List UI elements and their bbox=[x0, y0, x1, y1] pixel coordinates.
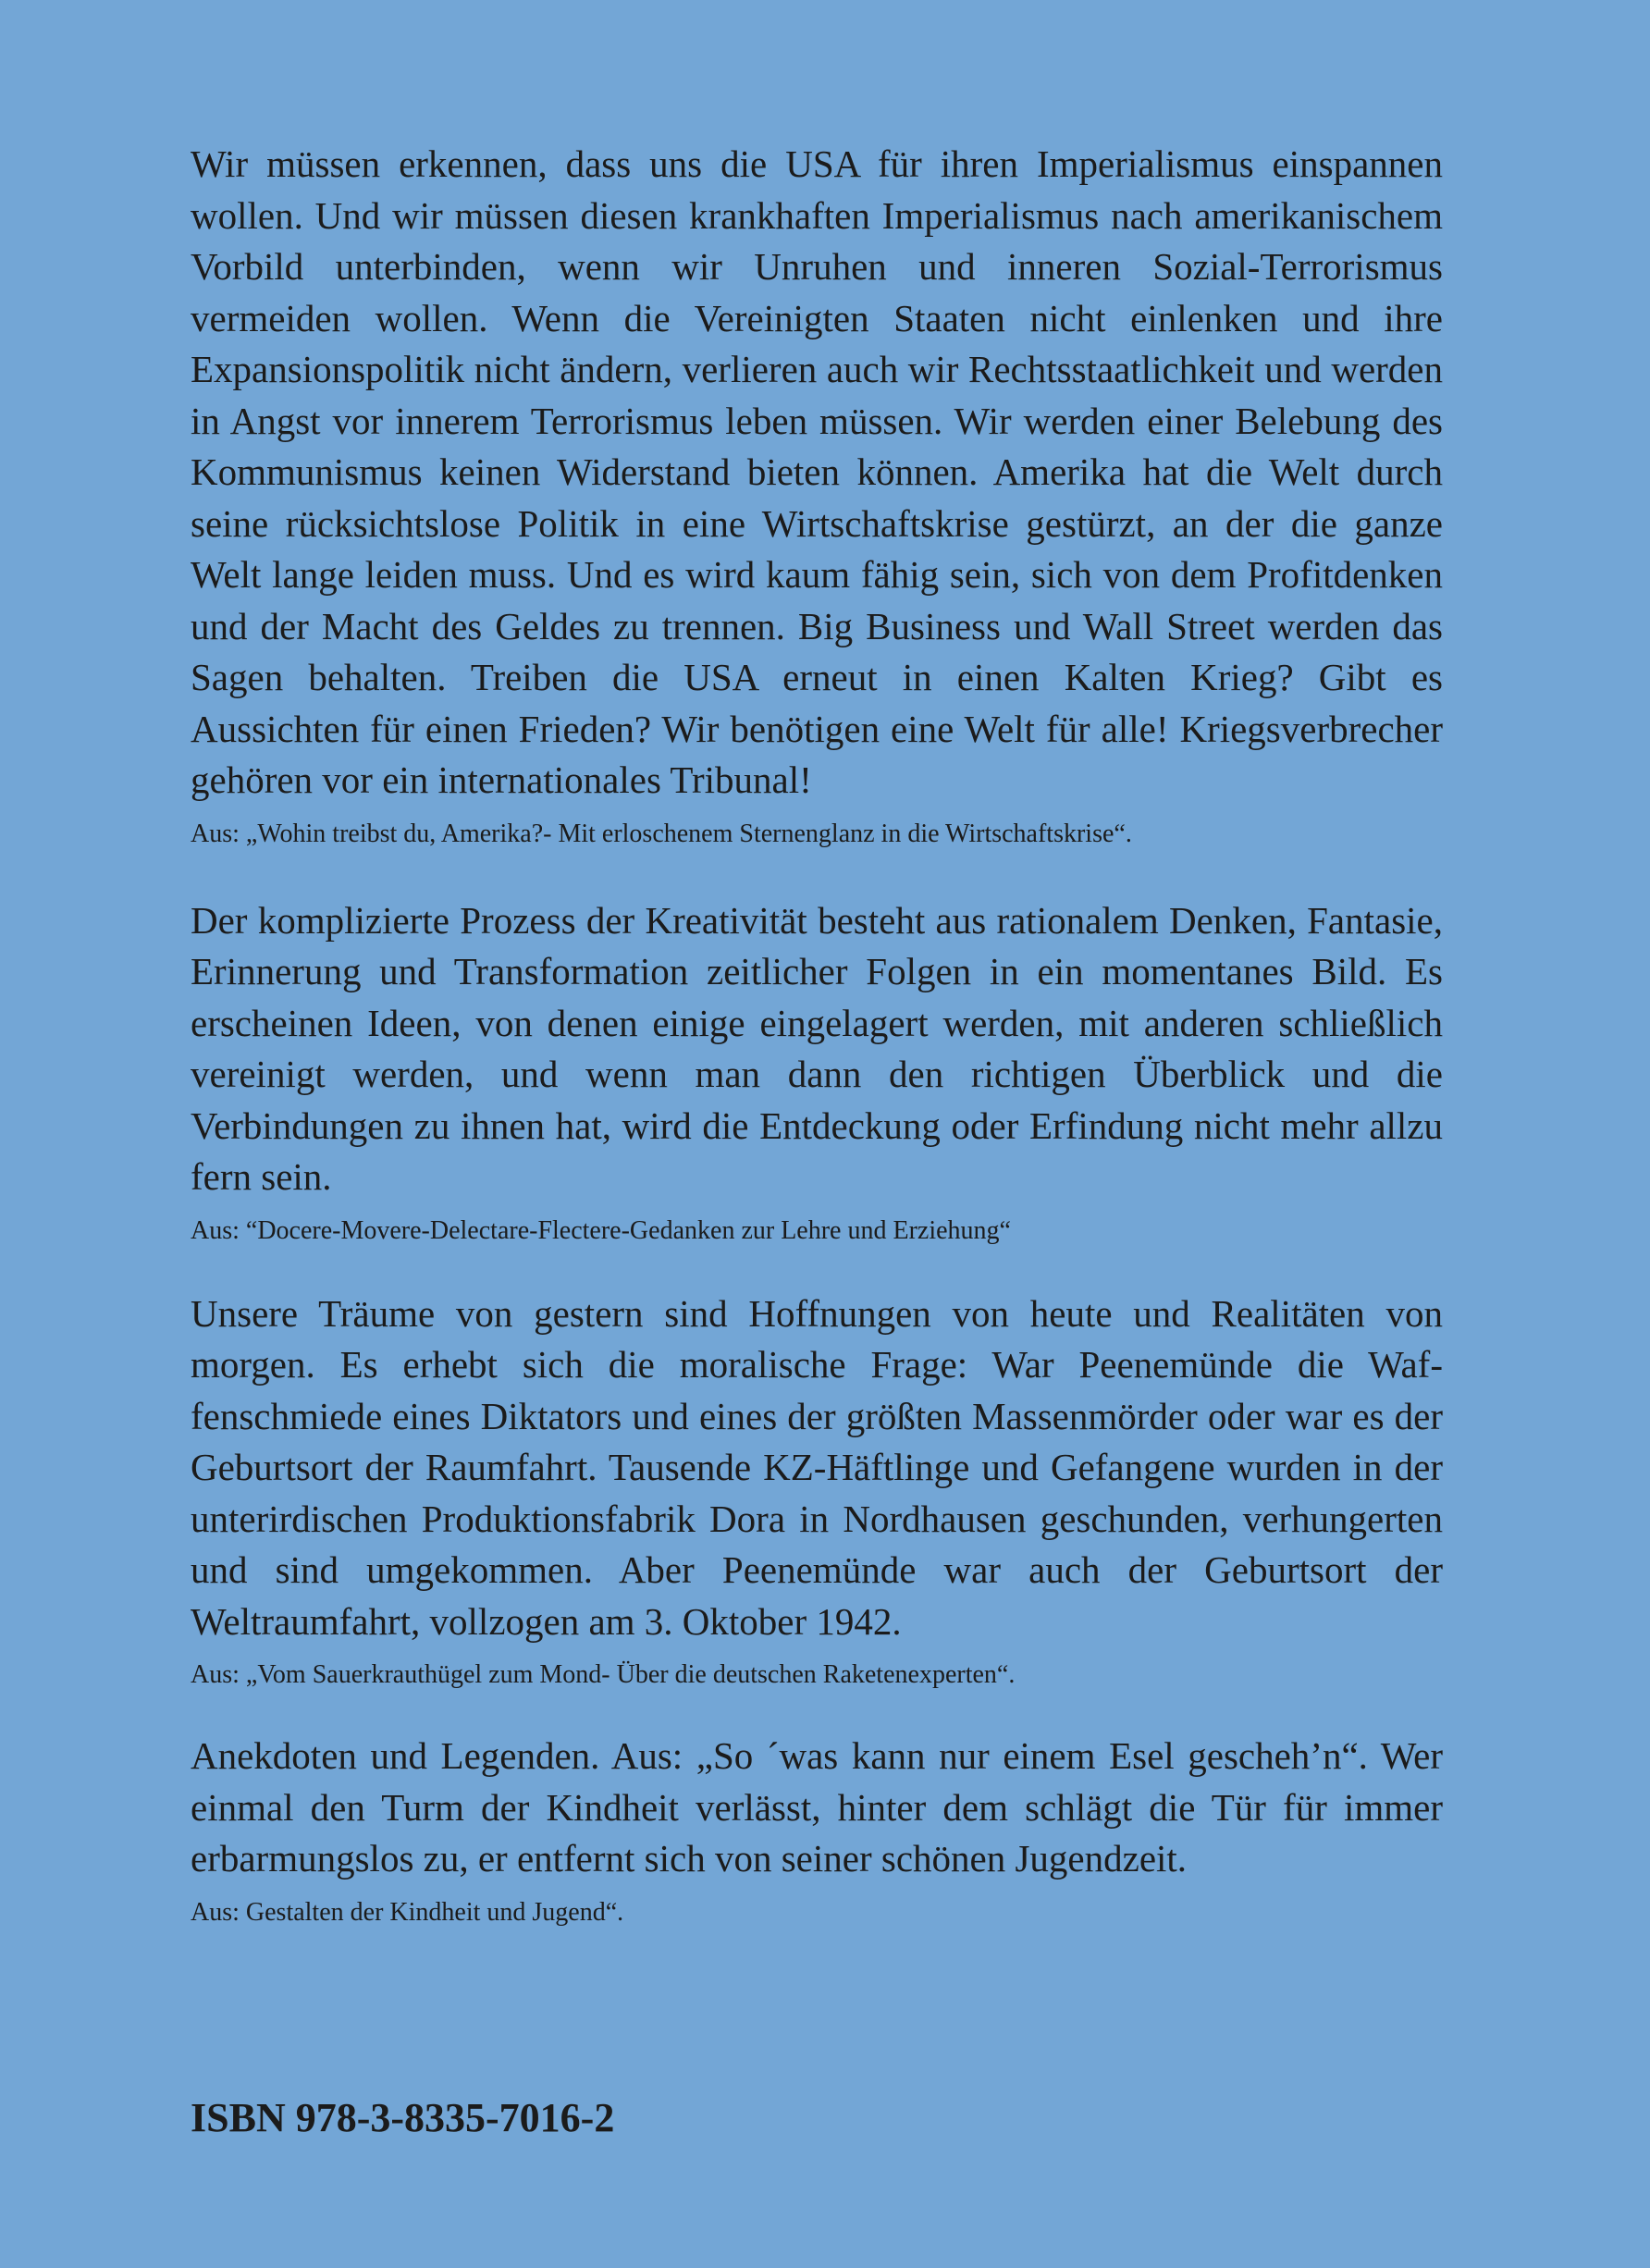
excerpt-block-1 bbox=[191, 139, 1443, 851]
excerpt-source: Aus: “Docere-Movere-Delectare-Flectere-Gedanken zur Lehre und Erziehung“ bbox=[191, 1215, 1011, 1245]
isbn-number: ISBN 978-3-8335-7016-2 bbox=[191, 2095, 615, 2140]
excerpt-paragraph: Der komplizierte Prozess der Kreativität besteht aus rationalem Denken, Fantasie, Erinnerung und Transformation zeitlicher Folgen in ein momentanes Bild. Es erscheinen Ideen, von denen einige eingelagert werden, mit anderen schließlich vereinigt werden, und wenn man dann den richtigen Überblick und die Verbindungen zu ihnen hat, wird die Entdeckung oder Erfindung nicht mehr allzu fern sein. bbox=[191, 898, 1443, 1198]
excerpt-block-2 bbox=[191, 895, 1443, 1248]
excerpt-paragraph: Anekdoten und Legenden. Aus: „So ´was kann nur einem Esel gescheh’n“. Wer einmal den Turm der Kindheit verlässt, hinter dem schlägt die Tür für immer erbarmungslos zu, er entfernt sich von seiner schönen Jugendzeit. bbox=[191, 1734, 1443, 1880]
cover-text-column bbox=[191, 139, 1443, 1929]
excerpt-paragraph: Unsere Träume von gestern sind Hoffnungen von heute und Realitäten von morgen. Es erhebt sich die moralische Frage: War Peenemünde die Waffenschmiede eines Diktators und eines der größten Massenmörder oder war es der Geburtsort der Raumfahrt. Tausende KZ-Häftlinge und Gefangene wurden in der unterirdischen Produktionsfabrik Dora in Nordhausen geschunden, verhungerten und sind umgekommen. Aber Peenemünde war auch der Geburtsort der Weltraumfahrt, vollzogen am 3. Oktober 1942. bbox=[191, 1291, 1443, 1643]
excerpt-block-3 bbox=[191, 1288, 1443, 1693]
excerpt-source: Aus: „Vom Sauerkrauthügel zum Mond- Über die deutschen Raketenexperten“. bbox=[191, 1660, 1016, 1689]
excerpt-paragraph: Wir müssen erkennen, dass uns die USA für ihren Imperialismus einspannen wollen. Und wir müssen diesen krankhaften Imperialismus nach amerikanischem Vorbild unterbinden, wenn wir Unruhen und inneren Sozial-Terrorismus vermeiden wollen. Wenn die Vereinigten Staaten nicht einlenken und ihre Expansionspolitik nicht ändern, verlieren auch wir Rechtsstaatlichkeit und werden in Angst vor innerem Terrorismus leben müssen. Wir werden einer Belebung des Kommunismus keinen Widerstand bieten können. Amerika hat die Welt durch seine rücksichtslose Politik in eine Wirtschaftskrise gestürzt, an der die ganze Welt lange leiden muss. Und es wird kaum fähig sein, sich von dem Profitdenken und der Macht des Geldes zu trennen. Big Business und Wall Street werden das Sagen behalten. Treiben die USA erneut in einen Kalten Krieg? Gibt es Aussichten für einen Frieden? Wir benötigen eine Welt für alle! Kriegsverbrecher gehören vor ein internationales Tribunal! bbox=[191, 142, 1443, 801]
excerpt-source: Aus: „Wohin treibst du, Amerika?- Mit erloschenem Sternenglanz in die Wirtschaftskrise“. bbox=[191, 819, 1132, 848]
excerpt-block-4 bbox=[191, 1731, 1443, 1929]
excerpt-source: Aus: Gestalten der Kindheit und Jugend“. bbox=[191, 1897, 624, 1927]
